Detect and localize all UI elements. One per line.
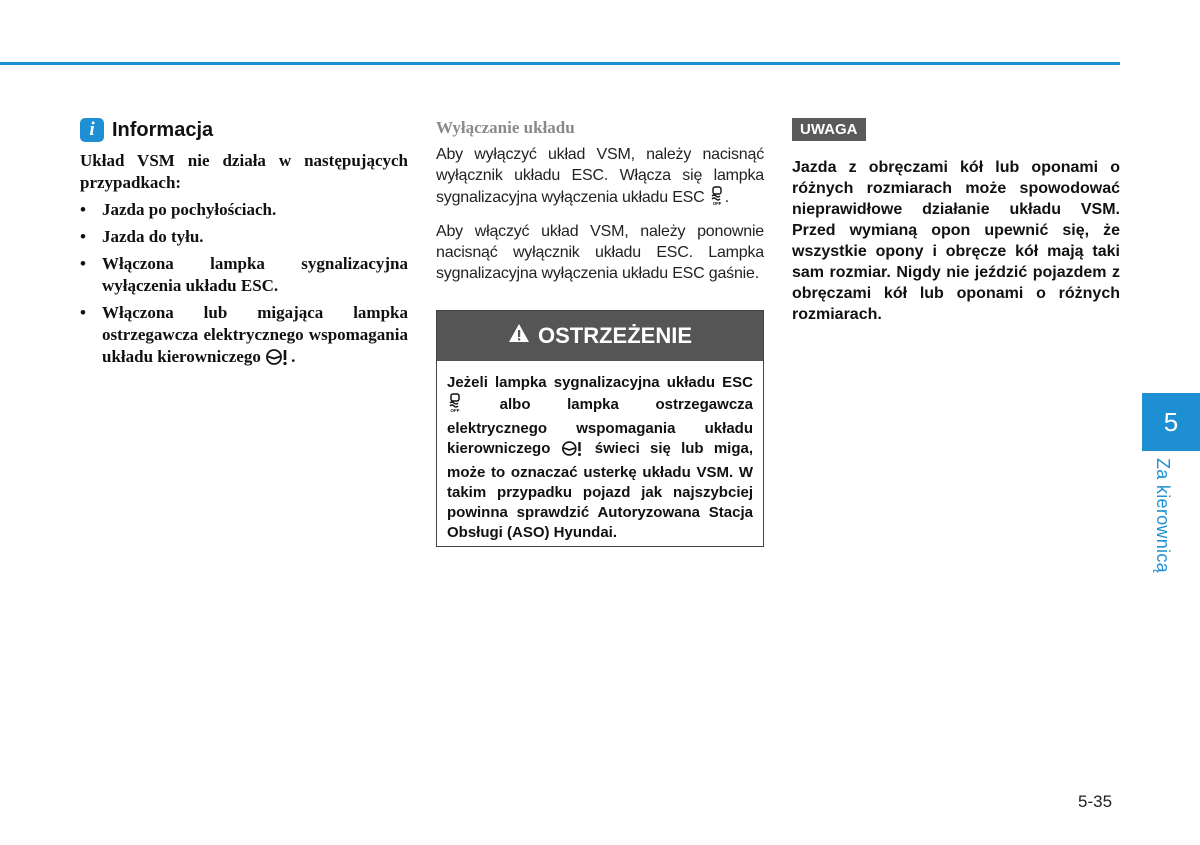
- list-item: • Włączona lub migająca lampka ostrzegawcza elektrycznego wspomagania układu kierowniczego .: [80, 302, 408, 372]
- list-item: • Włączona lampka sygnalizacyjna wyłączenia układu ESC.: [80, 253, 408, 297]
- info-section: [80, 118, 408, 372]
- svg-text:OFF: OFF: [450, 408, 460, 413]
- svg-text:OFF: OFF: [712, 201, 721, 206]
- caution-badge: UWAGA: [792, 118, 866, 141]
- esc-off-icon: [447, 393, 463, 419]
- esc-off-icon: [709, 186, 725, 212]
- caution-section: [792, 118, 1120, 325]
- caution-text: Jazda z obręczami kół lub oponami o różnych rozmiarach może spowodować nieprawidłowe działanie układu VSM. Przed wymianą opon upewnić się, że wszystkie opony i obręcze kół mają taki sam rozmiar. Nigdy nie jeździć pojazdem z obręczami kół lub oponami o różnych rozmiarach.: [792, 159, 1120, 323]
- warning-header: [437, 311, 763, 361]
- steering-warning-icon: [561, 440, 585, 463]
- info-title: Informacja: [112, 118, 214, 141]
- info-intro: Układ VSM nie działa w następujących przypadkach:: [80, 151, 408, 192]
- disable-section: [436, 118, 764, 293]
- info-header: [80, 118, 408, 142]
- chapter-label: Za kierownicą: [1153, 458, 1173, 573]
- paragraph: Aby wyłączyć układ VSM, należy nacisnąć wyłącznik układu ESC. Włącza się lampka sygnalizacyjna wyłączenia układu ESC OFF .: [436, 144, 764, 212]
- header-rule: [0, 62, 1120, 65]
- warning-box: [436, 310, 764, 547]
- warning-title: OSTRZEŻENIE: [537, 323, 692, 348]
- list-item: • Jazda do tyłu.: [80, 226, 408, 248]
- steering-warning-icon: [265, 348, 291, 372]
- warning-triangle-icon: [508, 323, 530, 349]
- info-icon: i: [80, 118, 104, 142]
- paragraph: Aby włączyć układ VSM, należy ponownie nacisnąć wyłącznik układu ESC. Lampka sygnalizacyjna wyłączenia układu ESC gaśnie.: [436, 223, 764, 282]
- chapter-tab: 5: [1142, 393, 1200, 451]
- list-item: • Jazda po pochyłościach.: [80, 199, 408, 221]
- warning-text: Jeżeli lampka sygnalizacyjna układu ESC OFF albo lampka ostrzegawcza elektrycznego wspomagania układu kierowniczego świeci się lub miga, może to oznaczać usterkę układu VSM. W takim przypadku pojazd jak najszybciej powinna sprawdzić Autoryzowana Stacja Obsługi (ASO) Hyundai.: [447, 374, 754, 541]
- section-heading: Wyłączanie układu: [436, 118, 575, 137]
- info-bullet-list: [80, 199, 408, 372]
- page-number: 5-35: [1078, 792, 1113, 811]
